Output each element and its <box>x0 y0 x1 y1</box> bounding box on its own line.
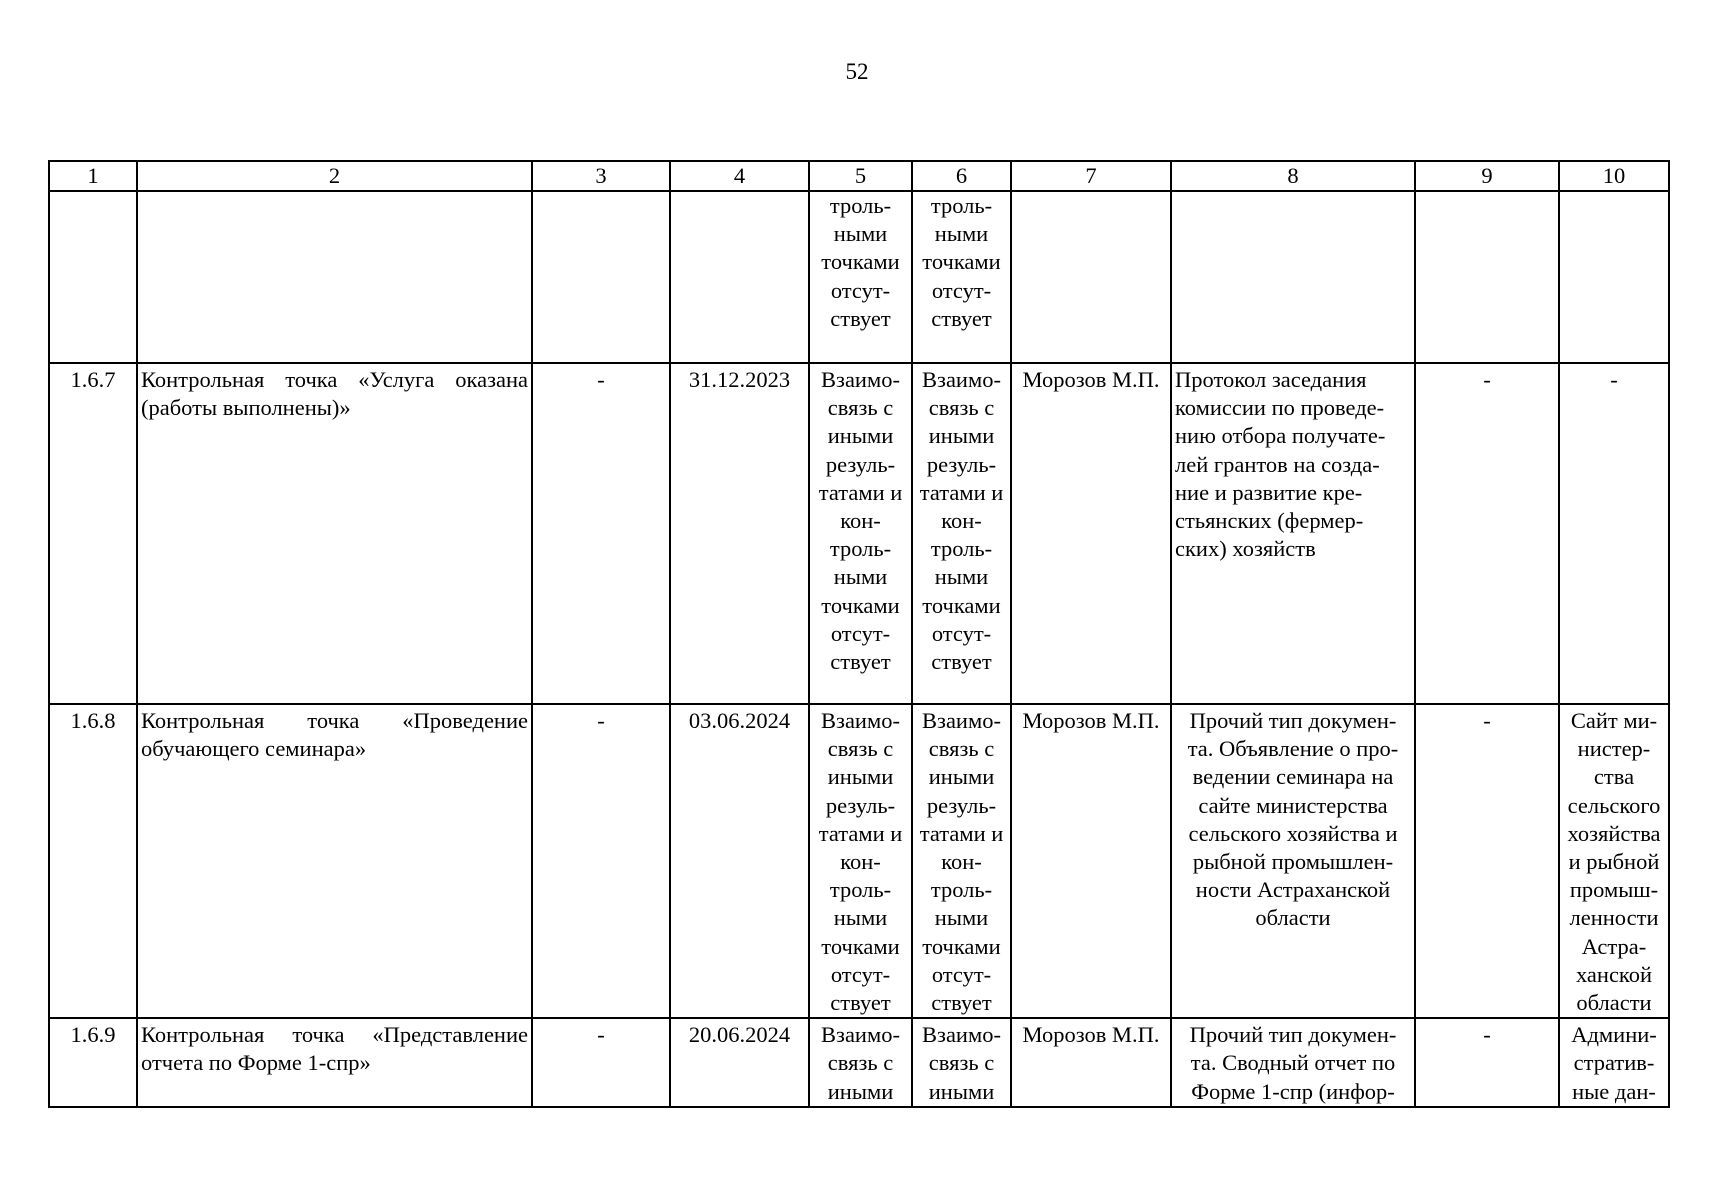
cell-relation-2: Взаимо- связь с иными резуль- татами и кон- троль- ными точками отсут- ствует <box>912 363 1011 704</box>
cell-date: 31.12.2023 <box>670 363 809 704</box>
cell-number: 1.6.8 <box>49 704 137 1018</box>
header-col-9: 9 <box>1415 161 1559 191</box>
cell-col9 <box>1415 191 1559 363</box>
page-number: 52 <box>845 59 869 84</box>
cell-col3: - <box>532 1018 670 1107</box>
table-row <box>49 1018 1669 1107</box>
header-col-3: 3 <box>532 161 670 191</box>
cell-source: Админи- стратив- ные дан- <box>1559 1018 1669 1107</box>
cell-document: Протокол заседания комиссии по проведе- нию отбора получате- лей грантов на созда- ние и развитие кре- стьянских (фермер- ских) хозяйств <box>1171 363 1415 704</box>
table-row <box>49 704 1669 1018</box>
cell-relation-2: Взаимо- связь с иными <box>912 1018 1011 1107</box>
cell-document <box>1171 191 1415 363</box>
cell-title <box>137 191 532 363</box>
table-row <box>49 191 1669 363</box>
header-row <box>49 161 1669 191</box>
cell-col9: - <box>1415 704 1559 1018</box>
cell-col9: - <box>1415 1018 1559 1107</box>
cell-title: Контрольная точка «Проведение обучающего семинара» <box>137 704 532 1018</box>
header-col-2: 2 <box>137 161 532 191</box>
header-col-5: 5 <box>809 161 912 191</box>
cell-col3 <box>532 191 670 363</box>
cell-col3: - <box>532 363 670 704</box>
cell-number: 1.6.9 <box>49 1018 137 1107</box>
cell-date: 03.06.2024 <box>670 704 809 1018</box>
cell-relation-1: Взаимо- связь с иными резуль- татами и кон- троль- ными точками отсут- ствует <box>809 363 912 704</box>
cell-responsible: Морозов М.П. <box>1011 363 1171 704</box>
cell-responsible: Морозов М.П. <box>1011 1018 1171 1107</box>
plan-table <box>48 160 1670 1108</box>
cell-number <box>49 191 137 363</box>
header-col-8: 8 <box>1171 161 1415 191</box>
header-col-7: 7 <box>1011 161 1171 191</box>
cell-title: Контрольная точка «Представление отчета по Форме 1-спр» <box>137 1018 532 1107</box>
cell-responsible <box>1011 191 1171 363</box>
cell-relation-1: троль- ными точками отсут- ствует <box>809 191 912 363</box>
header-col-1: 1 <box>49 161 137 191</box>
header-col-4: 4 <box>670 161 809 191</box>
cell-number: 1.6.7 <box>49 363 137 704</box>
cell-col3: - <box>532 704 670 1018</box>
cell-document: Прочий тип докумен- та. Сводный отчет по Форме 1-спр (инфор- <box>1171 1018 1415 1107</box>
table-row <box>49 363 1669 704</box>
cell-source <box>1559 191 1669 363</box>
cell-title: Контрольная точка «Услуга оказана (работы выполнены)» <box>137 363 532 704</box>
cell-responsible: Морозов М.П. <box>1011 704 1171 1018</box>
header-col-10: 10 <box>1559 161 1669 191</box>
header-col-6: 6 <box>912 161 1011 191</box>
cell-relation-2: Взаимо- связь с иными резуль- татами и кон- троль- ными точками отсут- ствует <box>912 704 1011 1018</box>
cell-relation-2: троль- ными точками отсут- ствует <box>912 191 1011 363</box>
cell-col9: - <box>1415 363 1559 704</box>
cell-relation-1: Взаимо- связь с иными <box>809 1018 912 1107</box>
cell-date: 20.06.2024 <box>670 1018 809 1107</box>
cell-relation-1: Взаимо- связь с иными резуль- татами и кон- троль- ными точками отсут- ствует <box>809 704 912 1018</box>
cell-source: Сайт ми- нистер- ства сельского хозяйства и рыбной промыш- ленности Астра- ханской области <box>1559 704 1669 1018</box>
cell-date <box>670 191 809 363</box>
cell-document: Прочий тип докумен- та. Объявление о про- ведении семинара на сайте министерства сельского хозяйства и рыбной промышлен- ности Астраханской области <box>1171 704 1415 1018</box>
cell-source: - <box>1559 363 1669 704</box>
